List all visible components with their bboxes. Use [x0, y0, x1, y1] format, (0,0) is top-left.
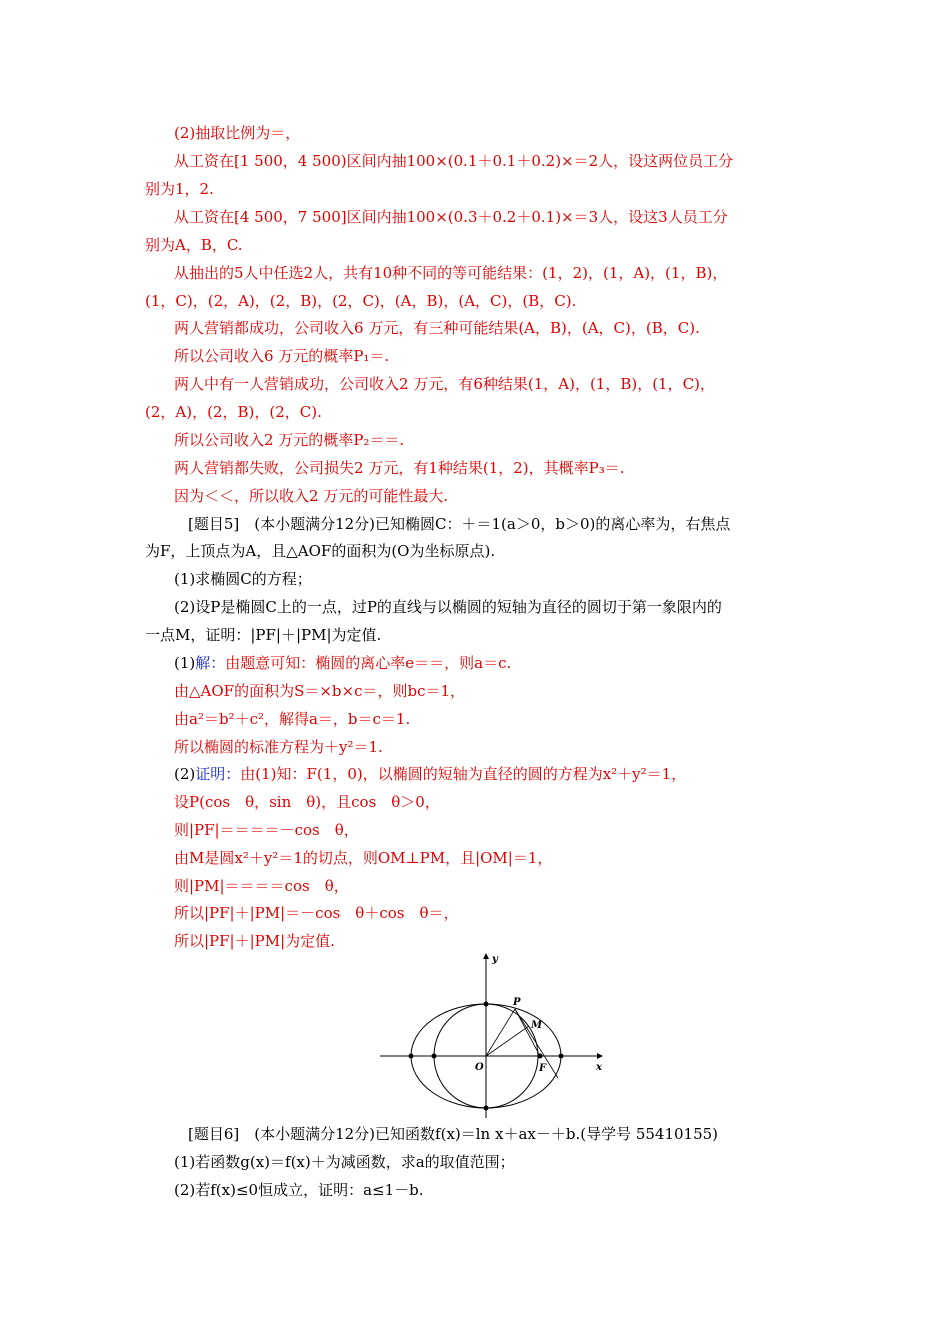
solution-tag: 解： [195, 654, 226, 672]
origin-label: O [475, 1062, 484, 1073]
solution-line: 两人营销都成功，公司收入6 万元，有三种可能结果(A，B)，(A，C)，(B，C). [174, 319, 700, 337]
problem-line: 一点M，证明：|PF|＋|PM|为定值. [145, 626, 382, 644]
problem-line: (1)若函数g(x)＝f(x)＋为减函数，求a的取值范围； [174, 1153, 515, 1171]
solution-line: (1，C)，(2，A)，(2，B)，(2，C)，(A，B)，(A，C)，(B，C). [145, 292, 577, 310]
point-p-label: P [513, 997, 521, 1008]
solution-line: 则|PF|＝＝＝＝－cos θ， [174, 821, 359, 839]
solution-line: 则|PM|＝＝＝＝cos θ， [174, 877, 349, 895]
focus-label: F [539, 1063, 547, 1074]
y-axis-label: y [492, 954, 498, 965]
solution-line: 从工资在[4 500，7 500]区间内抽100×(0.3＋0.2＋0.1)×＝3人，设这3人员工分 [174, 208, 728, 226]
solution-text: 由(1)知：F(1，0)，以椭圆的短轴为直径的圆的方程为x²＋y²＝1， [240, 765, 687, 783]
solution-line: (2)抽取比例为＝， [174, 124, 301, 142]
left-vertex-point [409, 1054, 414, 1059]
part-label: (2) [174, 765, 196, 783]
ellipse-figure [380, 950, 610, 1120]
right-vertex-point [559, 1054, 564, 1059]
solution-line: 由△AOF的面积为S＝×b×c＝，则bc＝1， [174, 682, 466, 700]
solution-line: 别为1，2. [145, 180, 214, 198]
solution-line: 两人营销都失败，公司损失2 万元，有1种结果(1，2)，其概率P₃＝. [174, 459, 625, 477]
solution-line: 从工资在[1 500，4 500)区间内抽100×(0.1＋0.1＋0.2)×＝2人，设这两位员工分 [174, 152, 734, 170]
problem-line: 为F，上顶点为A，且△AOF的面积为(O为坐标原点). [145, 542, 496, 560]
segment-om [486, 1026, 529, 1056]
problem-line: (2)设P是椭圆C上的一点，过P的直线与以椭圆的短轴为直径的圆切于第一象限内的 [174, 598, 722, 616]
top-vertex-point [484, 1002, 489, 1007]
focus-point [538, 1054, 543, 1059]
solution-text: 由题意可知：椭圆的离心率e＝＝，则a＝c. [225, 654, 512, 672]
bottom-vertex-point [484, 1106, 489, 1111]
solution-part2-first [174, 764, 686, 784]
solution-line: 从抽出的5人中任选2人，共有10种不同的等可能结果：(1，2)，(1，A)，(1，B)， [174, 264, 728, 282]
solution-line: 由M是圆x²＋y²＝1的切点，则OM⊥PM，且|OM|＝1， [174, 849, 553, 867]
problem-title: [题目5] (本小题满分12分)已知椭圆C：＋＝1(a＞0，b＞0)的离心率为，右焦点 [188, 515, 731, 533]
solution-line: 由a²＝b²＋c²，解得a＝，b＝c＝1. [174, 710, 411, 728]
proof-tag: 证明： [195, 765, 241, 783]
solution-line: 设P(cos θ，sin θ)，且cos θ＞0， [174, 793, 440, 811]
solution-line: (2，A)，(2，B)，(2，C). [145, 403, 322, 421]
solution-line: 所以|PF|＋|PM|为定值. [174, 932, 335, 950]
circle-left-point [432, 1054, 437, 1059]
segment-op [486, 1009, 515, 1056]
solution-line: 所以公司收入2 万元的概率P₂＝＝. [174, 431, 405, 449]
segment-pf [515, 1009, 540, 1056]
solution-line: 别为A，B，C. [145, 236, 243, 254]
solution-line: 所以|PF|＋|PM|＝－cos θ＋cos θ＝， [174, 904, 459, 922]
problem-line: (2)若f(x)≤0恒成立，证明：a≤1－b. [174, 1181, 424, 1199]
solution-line: 两人中有一人营销成功，公司收入2 万元，有6种结果(1，A)，(1，B)，(1，C)， [174, 375, 715, 393]
part-label: (1) [174, 654, 196, 672]
problem-title: [题目6] (本小题满分12分)已知函数f(x)＝ln x＋ax－＋b.(导学号 55410155) [188, 1125, 719, 1143]
x-axis-label: x [596, 1062, 602, 1073]
problem-line: (1)求椭圆C的方程； [174, 570, 312, 588]
point-m-label: M [531, 1020, 543, 1031]
solution-part1-first [174, 653, 511, 673]
solution-line: 因为＜＜，所以收入2 万元的可能性最大. [174, 487, 449, 505]
solution-line: 所以公司收入6 万元的概率P₁＝. [174, 347, 390, 365]
solution-line: 所以椭圆的标准方程为＋y²＝1. [174, 738, 383, 756]
